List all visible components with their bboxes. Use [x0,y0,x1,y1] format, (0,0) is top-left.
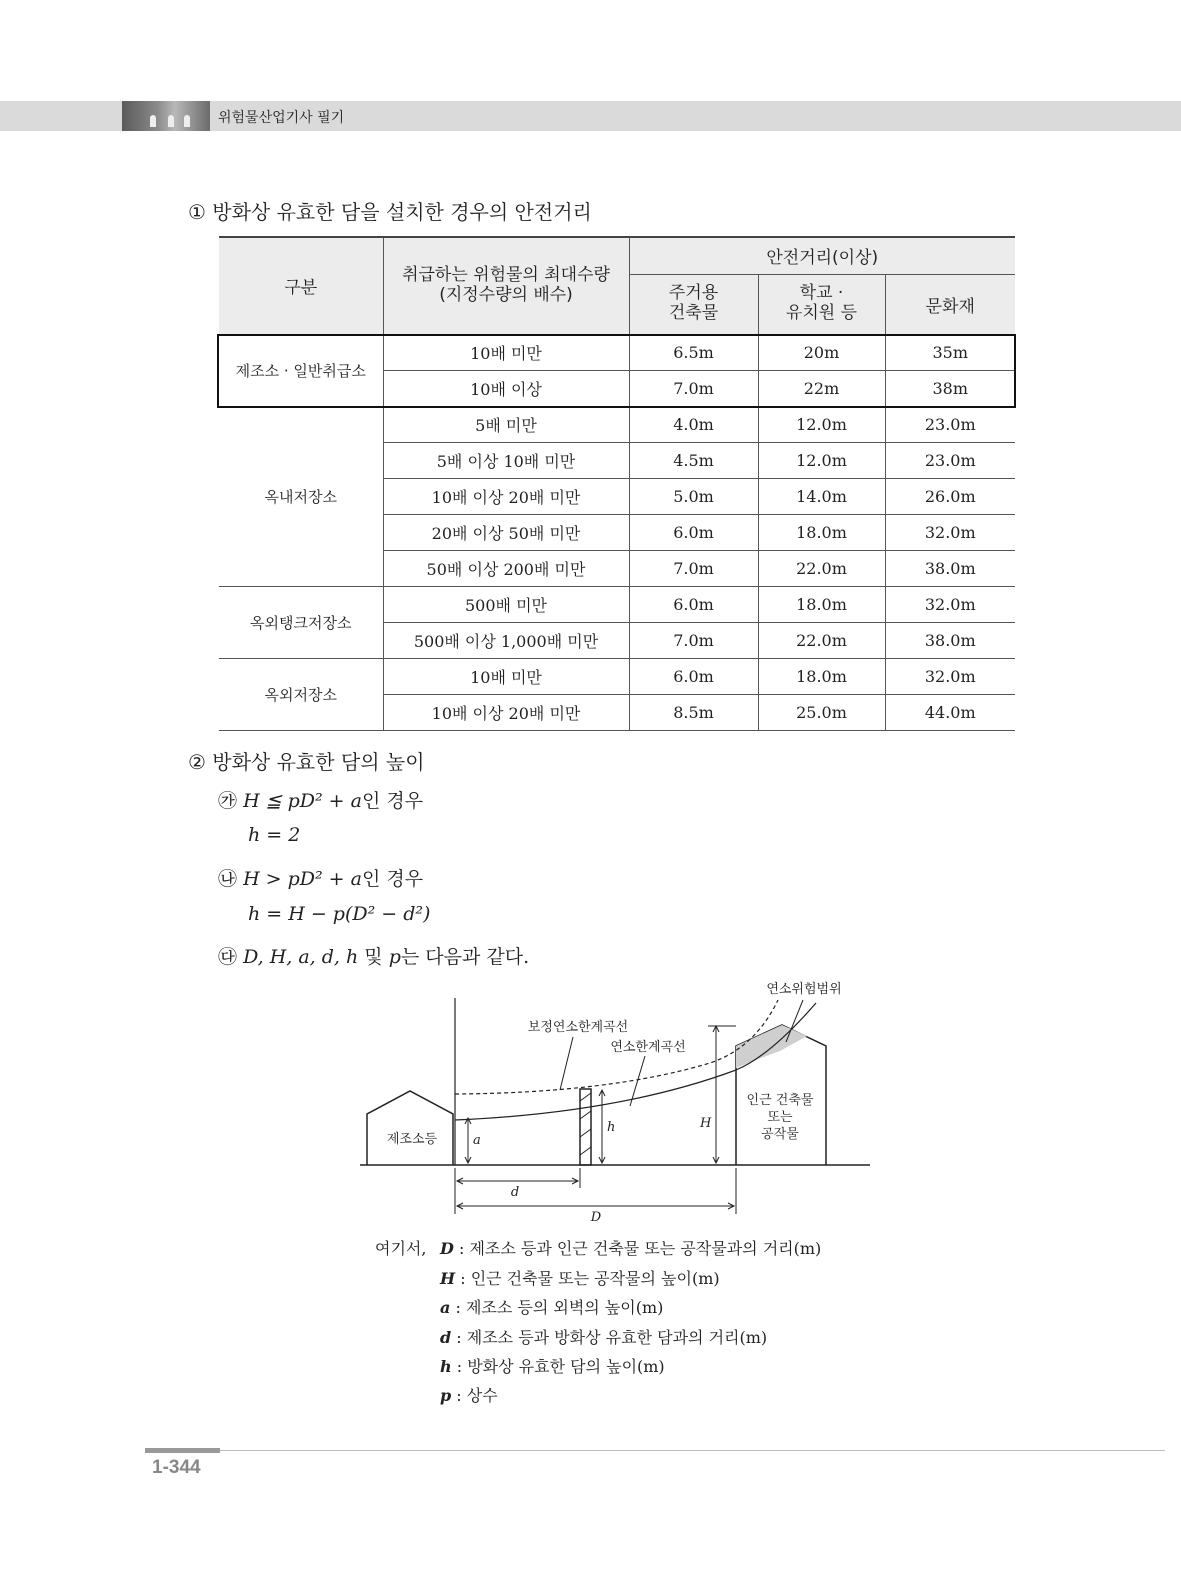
footer-accent [145,1448,220,1453]
residential-distance-cell: 6.5m [629,334,758,370]
cultural-distance-cell: 26.0m [885,478,1015,514]
header-residential: 주거용 건축물 [629,274,758,334]
header-thumbnail-image [122,101,210,131]
residential-distance-cell: 6.0m [629,658,758,694]
quantity-cell: 500배 이상 1,000배 미만 [383,622,629,658]
book-title: 위험물산업기사 필기 [218,110,345,126]
notes-prefix: 여기서, [375,1239,427,1258]
category-cell: 옥외저장소 [219,658,383,730]
H-label: H [700,1116,712,1131]
quantity-cell: 20배 이상 50배 미만 [383,514,629,550]
section-1-title: ① 방화상 유효한 담을 설치한 경우의 안전거리 [188,200,592,224]
residential-distance-cell: 8.5m [629,694,758,730]
table-row [219,586,1015,622]
cultural-distance-cell: 32.0m [885,514,1015,550]
quantity-cell: 10배 이상 [383,370,629,406]
school-distance-cell: 18.0m [758,586,885,622]
header-school: 학교 · 유치원 등 [758,274,885,334]
h-label: h [607,1120,616,1135]
school-distance-cell: 12.0m [758,406,885,442]
case-a-suffix: 인 경우 [361,790,424,812]
fire-wall-diagram [360,978,880,1228]
residential-distance-cell: 7.0m [629,370,758,406]
building-label-2: 또는 [767,1110,793,1125]
cultural-distance-cell: 44.0m [885,694,1015,730]
school-distance-cell: 14.0m [758,478,885,514]
table-row [219,658,1015,694]
table-row [219,406,1015,442]
safety-distance-table [219,236,1015,731]
quantity-cell: 10배 미만 [383,334,629,370]
case-b-marker: ㉯ [218,868,238,890]
D-label: D [590,1210,602,1225]
quantity-cell: 5배 이상 10배 미만 [383,442,629,478]
case-c-mid: 및 [364,946,383,968]
header-safety-distance: 안전거리(이상) [629,237,1015,274]
highlight-box-manufacturing [217,334,1016,408]
building-label-3: 공작물 [761,1127,799,1142]
quantity-cell: 500배 미만 [383,586,629,622]
footer-rule [145,1450,1165,1451]
quantity-cell: 50배 이상 200배 미만 [383,550,629,586]
cultural-distance-cell: 38.0m [885,550,1015,586]
school-distance-cell: 22m [758,370,885,406]
definition-p: p : 상수 [440,1386,498,1405]
cultural-distance-cell: 23.0m [885,406,1015,442]
residential-distance-cell: 4.5m [629,442,758,478]
quantity-cell: 10배 이상 20배 미만 [383,478,629,514]
definition-a: a : 제조소 등의 외벽의 높이(m) [440,1298,664,1317]
residential-distance-cell: 7.0m [629,550,758,586]
case-c-marker: ㉰ [218,946,238,968]
school-distance-cell: 22.0m [758,550,885,586]
case-c-text: 는 다음과 같다. [400,946,530,968]
case-b-condition: H > pD² + a [243,868,362,890]
header-cultural: 문화재 [885,274,1015,334]
residential-distance-cell: 4.0m [629,406,758,442]
residential-distance-cell: 7.0m [629,622,758,658]
case-b-suffix: 인 경우 [361,868,424,890]
case-c-var-p: p [388,946,401,968]
risk-range-label: 연소위험범위 [766,982,842,997]
category-cell: 옥외탱크저장소 [219,586,383,658]
residential-distance-cell: 6.0m [629,514,758,550]
corrected-curve-label: 보정연소한계곡선 [527,1020,629,1035]
a-label: a [473,1133,481,1148]
case-a-line [218,786,423,813]
definition-h: h : 방화상 유효한 담의 높이(m) [440,1357,665,1376]
cultural-distance-cell: 38.0m [885,622,1015,658]
school-distance-cell: 18.0m [758,658,885,694]
case-c-line [218,942,529,969]
cultural-distance-cell: 32.0m [885,586,1015,622]
case-c-vars: D, H, a, d, h [243,946,359,968]
page-number: 1-344 [152,1457,201,1478]
header-category: 구분 [219,237,383,334]
quantity-cell: 5배 미만 [383,406,629,442]
cultural-distance-cell: 38m [885,370,1015,406]
limit-curve-label: 연소한계곡선 [610,1040,686,1055]
fire-risk-area [736,1025,807,1068]
case-b-line [218,864,423,891]
case-a-result: h = 2 [248,824,301,846]
category-cell: 제조소 · 일반취급소 [219,334,383,406]
cultural-distance-cell: 35m [885,334,1015,370]
school-distance-cell: 22.0m [758,622,885,658]
definition-d: d : 제조소 등과 방화상 유효한 담과의 거리(m) [440,1328,768,1347]
cultural-distance-cell: 32.0m [885,658,1015,694]
definition-D: D : 제조소 등과 인근 건축물 또는 공작물과의 거리(m) [440,1239,822,1258]
case-b-result: h = H − p(D² − d²) [248,903,431,925]
school-distance-cell: 20m [758,334,885,370]
d-label: d [510,1185,520,1200]
cultural-distance-cell: 23.0m [885,442,1015,478]
quantity-cell: 10배 미만 [383,658,629,694]
case-a-marker: ㉮ [218,790,238,812]
quantity-cell: 10배 이상 20배 미만 [383,694,629,730]
school-distance-cell: 18.0m [758,514,885,550]
school-distance-cell: 12.0m [758,442,885,478]
factory-label: 제조소등 [386,1132,438,1147]
definition-H: H : 인근 건축물 또는 공작물의 높이(m) [440,1269,720,1288]
residential-distance-cell: 5.0m [629,478,758,514]
case-a-condition: H ≦ pD² + a [243,790,362,812]
school-distance-cell: 25.0m [758,694,885,730]
header-quantity: 취급하는 위험물의 최대수량 (지정수량의 배수) [383,237,629,334]
building-label-1: 인근 건축물 [746,1093,814,1108]
category-cell: 옥내저장소 [219,406,383,586]
factory-building [367,1091,453,1165]
residential-distance-cell: 6.0m [629,586,758,622]
section-2-title: ② 방화상 유효한 담의 높이 [188,750,425,774]
